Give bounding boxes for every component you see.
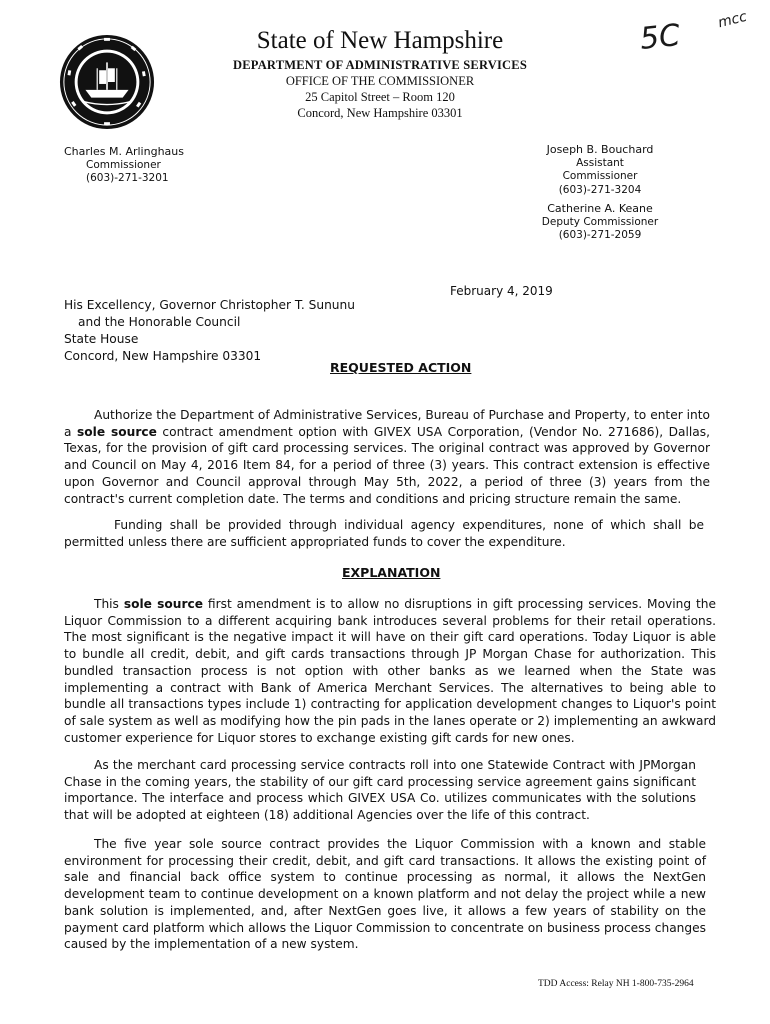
deputy-commissioner-block — [540, 202, 660, 243]
addressee-line3: State House — [64, 332, 139, 346]
sole-source-paragraph — [64, 596, 716, 746]
handwritten-initials: mcc — [716, 8, 749, 32]
addressee-line4: Concord, New Hampshire 03301 — [64, 349, 262, 363]
para-text-pre: This — [94, 597, 124, 611]
para-text-bold: sole source — [77, 424, 157, 439]
assistant-commissioner-name: Joseph B. Bouchard — [546, 143, 654, 156]
requested-action-paragraph — [64, 407, 710, 507]
para-text-post: first amendment is to allow no disruptions in gift processing services. Moving the Liquor Commission to a different acquiring bank introduces several problems for their retail operations. The most significant is the negative impact it will have on their gift card operations. Today Liquor is able to bundle all credit, debit, and gift cards transactions through JP Morgan Chase for authorization. This bundled transaction process is not option with other banks as we learned when the State was implementing a contract with Bank of America Merchant Services. The alternatives to being able to bundle all transactions types include 1) contracting for application development changes to Liquor's point of sale system as well as modifying how the pin pads in the lanes operate or 2) implementing an awkward customer experience for Liquor stores to exchange existing gift cards for new ones. — [64, 597, 716, 745]
deputy-commissioner-title: Deputy Commissioner — [541, 215, 659, 228]
para-text-pre: Authorize the Department of Administrative Services, Bureau of Purchase and Property, to enter into a — [64, 408, 710, 439]
state-seal-logo — [58, 33, 156, 131]
addressee-block — [64, 297, 355, 365]
tdd-access-footer: TDD Access: Relay NH 1-800-735-2964 — [538, 979, 694, 989]
five-year-contract-paragraph: The five year sole source contract provides the Liquor Commission with a known and stable environment for processing their credit, debit, and gift card transactions. It allows the existing point of sale and financial back office system to continue processing as normal, it allows the NextGen development team to continue development on a known platform and not delay the project while a new bank solution is implemented, and, after NextGen goes live, it allows a few years of stability on the payment card platform which allows the Liquor Commission to concentrate on business process changes caused by the implementation of a new system. — [64, 837, 706, 952]
commissioner-name: Charles M. Arlinghaus — [64, 145, 184, 158]
handwritten-item-number: 5C — [638, 18, 682, 57]
merchant-processing-paragraph: As the merchant card processing service contracts roll into one Statewide Contract with JPMorgan Chase in the coming years, the stability of our gift card processing service agreement gains significant importance. The interface and process which GIVEX USA Co. utilizes communicates with the solutions that will be adopted at eighteen (18) additional Agencies over the life of this contract. — [64, 758, 696, 823]
deputy-commissioner-phone: (603)-271-2059 — [558, 229, 642, 241]
funding-paragraph: Funding shall be provided through individual agency expenditures, none of which shall be permitted unless there are sufficient appropriated funds to cover the expenditure. — [64, 518, 704, 549]
assistant-commissioner-phone: (603)-271-3204 — [558, 183, 642, 196]
explanation-heading: EXPLANATION — [342, 565, 441, 580]
commissioner-block — [64, 145, 184, 186]
para-text-post: contract amendment option with GIVEX USA Corporation, (Vendor No. 271686), Dallas, Texas, for the provision of gift card processing services. The original contract was approved by Governor and Council on May 4, 2016 Item 84, for a period of three (3) years. This contract extension is effective upon Governor and Council approval through May 5th, 2022, a period of three (3) years from the contract's current completion date. The terms and conditions and pricing structure remain the same. — [64, 424, 710, 506]
letter-date: February 4, 2019 — [450, 284, 553, 298]
assistant-commissioner-title: Assistant Commissioner — [562, 156, 638, 182]
addressee-line1: His Excellency, Governor Christopher T. Sununu — [64, 298, 355, 312]
office-address-line1: 25 Capitol Street – Room 120 — [305, 90, 455, 104]
assistant-commissioner-block — [540, 143, 660, 197]
para-text-bold: sole source — [123, 597, 203, 611]
deputy-commissioner-name: Catherine A. Keane — [547, 202, 653, 215]
state-title: State of New Hampshire — [256, 27, 504, 54]
office-address-line2: Concord, New Hampshire 03301 — [297, 106, 463, 120]
requested-action-heading: REQUESTED ACTION — [330, 360, 472, 375]
letterhead — [180, 26, 580, 121]
commissioner-phone: (603)-271-3201 — [86, 172, 169, 184]
office-name: OFFICE OF THE COMMISSIONER — [285, 74, 475, 88]
commissioner-title: Commissioner — [86, 158, 161, 171]
department-name: DEPARTMENT OF ADMINISTRATIVE SERVICES — [233, 58, 527, 72]
addressee-line2: and the Honorable Council — [78, 315, 241, 329]
